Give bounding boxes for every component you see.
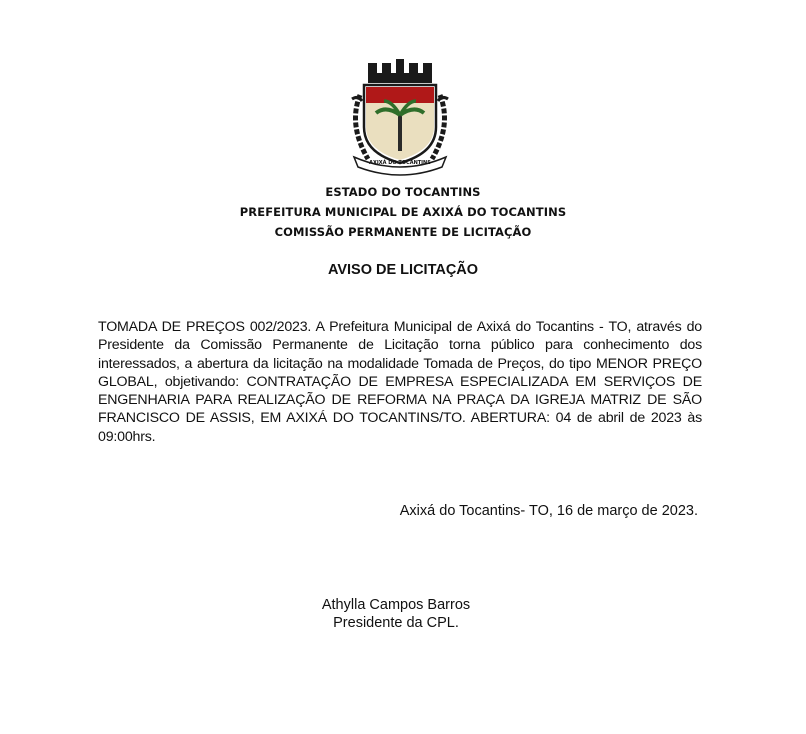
state-name: ESTADO DO TOCANTINS <box>325 185 481 199</box>
signer-role: Presidente da CPL. <box>333 615 459 631</box>
page-title: AVISO DE LICITAÇÃO <box>327 262 479 278</box>
notice-body: TOMADA DE PREÇOS 002/2023. A Prefeitura Municipal de Axixá do Tocantins - TO, através do Presidente da Comissão Permanente de Licitação torna público para conhecimento dos interessados, a abertura da licitação na modalidade Tomada de Preços, do tipo MENOR PREÇO GLOBAL, objetivando: CONTRATAÇÃO DE EMPRESA ESPECIALIZADA EM SERVIÇOS DE ENGENHARIA PARA REALIZAÇÃO DE REFORMA NA PRAÇA DA IGREJA MATRIZ DE SÃO FRANCISCO DE ASSIS, EM AXIXÁ DO TOCANTINS/TO. ABERTURA: 04 de abril de 2023 às 09:00hrs. <box>98 319 702 445</box>
crown-icon <box>368 59 432 83</box>
seal-ribbon-text: AXIXÁ DO TOCANTINS <box>369 160 431 166</box>
commission-name: COMISSÃO PERMANENTE DE LICITAÇÃO <box>274 225 532 239</box>
municipality-name: PREFEITURA MUNICIPAL DE AXIXÁ DO TOCANTINS <box>239 205 567 219</box>
signer-name: Athylla Campos Barros <box>321 597 471 613</box>
place-date: Axixá do Tocantins- TO, 16 de março de 2023. <box>399 503 698 519</box>
